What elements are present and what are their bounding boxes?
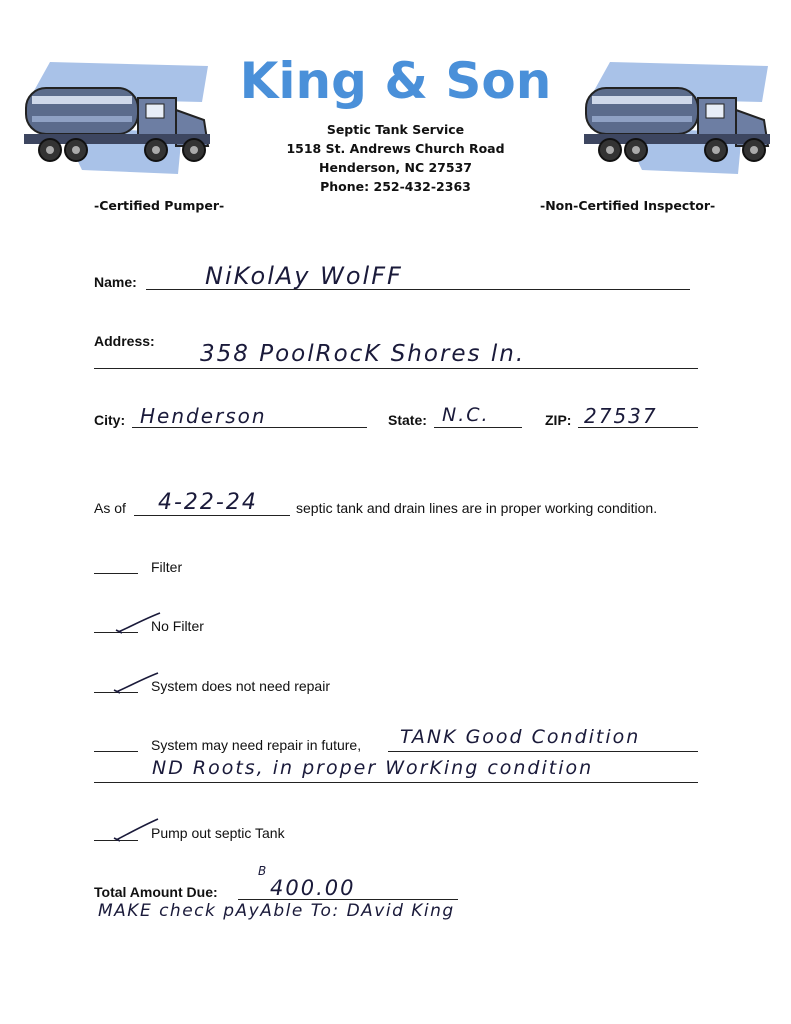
state-line [434, 427, 522, 428]
as-of-line [134, 515, 290, 516]
total-label: Total Amount Due: [94, 884, 218, 900]
company-name: King & Son [239, 52, 552, 110]
repair-note-line-2 [94, 782, 698, 783]
as-of-label: As of [94, 500, 126, 516]
address-value: 358 PoolRocK Shores ln. [200, 341, 526, 367]
service-line: Septic Tank Service [326, 122, 465, 137]
zip-value: 27537 [584, 404, 658, 428]
city-state-line: Henderson, NC 27537 [319, 160, 472, 175]
zip-label: ZIP: [545, 412, 572, 428]
name-value: NiKolAy WolFF [205, 262, 403, 290]
repair-note-2: ND Roots, in proper WorKing condition [152, 757, 594, 779]
as-of-date: 4-22-24 [158, 490, 258, 515]
state-value: N.C. [442, 404, 490, 426]
phone-line: Phone: 252-432-2363 [320, 179, 471, 194]
filter-blank [94, 573, 138, 574]
total-mark: B [258, 864, 267, 878]
street-line: 1518 St. Andrews Church Road [286, 141, 505, 156]
address-line [94, 368, 698, 369]
state-label: State: [388, 412, 427, 428]
city-label: City: [94, 412, 126, 428]
address-label: Address: [94, 333, 155, 349]
option-pump-out-label: Pump out septic Tank [151, 825, 285, 841]
non-certified-inspector-tag: -Non-Certified Inspector- [540, 198, 716, 213]
option-filter-label: Filter [151, 559, 183, 575]
city-value: Henderson [140, 404, 267, 428]
option-no-filter-label: No Filter [151, 618, 204, 634]
future-repair-blank [94, 751, 138, 752]
option-future-repair-label: System may need repair in future, [151, 737, 362, 753]
repair-note-line-1 [388, 751, 698, 752]
repair-note-1: TANK Good Condition [400, 726, 641, 748]
certified-pumper-tag: -Certified Pumper- [94, 198, 225, 213]
name-label: Name: [94, 274, 137, 290]
option-no-repair-label: System does not need repair [151, 678, 330, 694]
as-of-statement: septic tank and drain lines are in proper working condition. [296, 500, 658, 516]
total-value: 400.00 [270, 876, 356, 900]
payable-note: MAKE check pAyAble To: DAvid King [98, 901, 455, 921]
